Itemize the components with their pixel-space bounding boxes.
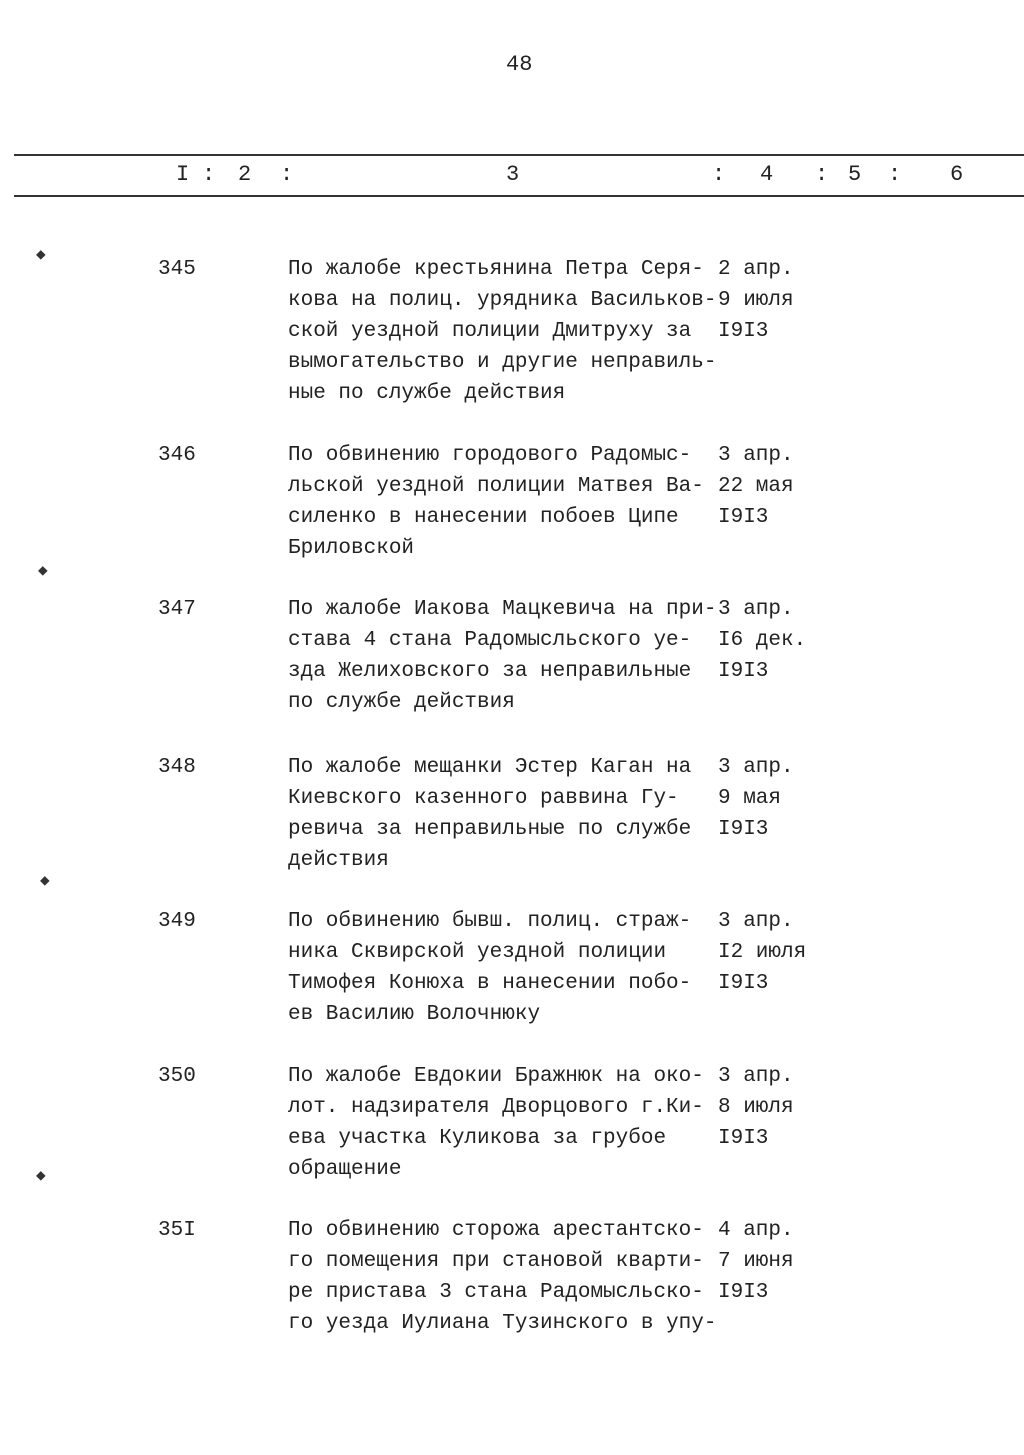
column-separator: : (888, 162, 902, 187)
date-line: I9I3 (718, 818, 769, 841)
punch-hole-mark: ◆ (36, 246, 46, 264)
description-line: По жалобе Иакова Мацкевича на при- (288, 598, 717, 621)
description-line: по службе действия (288, 691, 515, 714)
entry-dates (718, 1061, 794, 1154)
column-separator: : (712, 162, 726, 187)
page-number: 48 (506, 52, 533, 77)
description-line: По обвинению бывш. полиц. страж- (288, 910, 692, 933)
entry-number: 346 (158, 444, 196, 467)
description-line: зда Желиховского за неправильные (288, 660, 692, 683)
date-line: I2 июля (718, 941, 807, 964)
description-line: По жалобе мещанки Эстер Каган на (288, 756, 692, 779)
date-line: 2 апр. (718, 258, 794, 281)
description-line: ре пристава 3 стана Радомысльско- (288, 1281, 704, 1304)
entry-number: 345 (158, 258, 196, 281)
description-line: По жалобе крестьянина Петра Серя- (288, 258, 704, 281)
column-header-2: 2 (238, 162, 252, 187)
date-line: I9I3 (718, 660, 769, 683)
description-line: По обвинению сторожа арестантско- (288, 1219, 704, 1242)
entry-dates (718, 752, 794, 845)
description-line: обращение (288, 1158, 402, 1181)
date-line: 3 апр. (718, 598, 794, 621)
column-separator: : (280, 162, 294, 187)
column-separator: : (815, 162, 829, 187)
date-line: I9I3 (718, 972, 769, 995)
date-line: I9I3 (718, 506, 769, 529)
header-top-rule (14, 154, 1024, 156)
entry-number: 349 (158, 910, 196, 933)
entry-number: 350 (158, 1065, 196, 1088)
description-line: ской уездной полиции Дмитруху за (288, 320, 692, 343)
description-line: Тимофея Конюха в нанесении побо- (288, 972, 692, 995)
date-line: I9I3 (718, 1127, 769, 1150)
date-line: 3 апр. (718, 444, 794, 467)
description-line: го уезда Иулиана Тузинского в упу- (288, 1312, 717, 1335)
date-line: 3 апр. (718, 1065, 794, 1088)
column-header-1: I (176, 162, 190, 187)
description-line: силенко в нанесении побоев Ципе (288, 506, 679, 529)
column-header-6: 6 (950, 162, 964, 187)
description-line: ные по службе действия (288, 382, 566, 405)
column-header-4: 4 (760, 162, 774, 187)
entry-dates (718, 594, 806, 687)
entry-number: 35I (158, 1219, 196, 1242)
punch-hole-mark: ◆ (40, 872, 50, 890)
entry-description (288, 906, 691, 1030)
column-header-5: 5 (848, 162, 862, 187)
description-line: ев Василию Волочнюку (288, 1003, 541, 1026)
column-separator: : (202, 162, 216, 187)
date-line: I9I3 (718, 1281, 769, 1304)
description-line: го помещения при становой кварти- (288, 1250, 704, 1273)
entry-description (288, 594, 716, 718)
description-line: лот. надзирателя Дворцового г.Ки- (288, 1096, 704, 1119)
date-line: 22 мая (718, 475, 794, 498)
description-line: действия (288, 849, 389, 872)
entry-description (288, 254, 716, 409)
entry-description (288, 1061, 704, 1185)
description-line: става 4 стана Радомысльского уе- (288, 629, 692, 652)
entry-description (288, 440, 704, 564)
description-line: По обвинению городового Радомыс- (288, 444, 692, 467)
date-line: I6 дек. (718, 629, 807, 652)
description-line: ева участка Куликова за грубое (288, 1127, 667, 1150)
column-header-3: 3 (506, 162, 520, 187)
entry-dates (718, 1215, 794, 1308)
description-line: льской уездной полиции Матвея Ва- (288, 475, 704, 498)
punch-hole-mark: ◆ (38, 562, 48, 580)
entry-dates (718, 906, 806, 999)
entry-description (288, 752, 691, 876)
description-line: Киевского казенного раввина Гу- (288, 787, 679, 810)
entry-dates (718, 254, 794, 347)
date-line: 4 апр. (718, 1219, 794, 1242)
entry-description (288, 1215, 716, 1339)
description-line: кова на полиц. урядника Васильков- (288, 289, 717, 312)
description-line: вымогательство и другие неправиль- (288, 351, 717, 374)
description-line: Бриловской (288, 537, 415, 560)
description-line: ревича за неправильные по службе (288, 818, 692, 841)
date-line: 9 мая (718, 787, 782, 810)
date-line: 9 июля (718, 289, 794, 312)
date-line: I9I3 (718, 320, 769, 343)
entry-number: 347 (158, 598, 196, 621)
header-bottom-rule (14, 195, 1024, 197)
description-line: По жалобе Евдокии Бражнюк на око- (288, 1065, 704, 1088)
date-line: 8 июля (718, 1096, 794, 1119)
punch-hole-mark: ◆ (36, 1167, 46, 1185)
entry-dates (718, 440, 794, 533)
date-line: 3 апр. (718, 756, 794, 779)
description-line: ника Сквирской уездной полиции (288, 941, 667, 964)
date-line: 7 июня (718, 1250, 794, 1273)
date-line: 3 апр. (718, 910, 794, 933)
entry-number: 348 (158, 756, 196, 779)
